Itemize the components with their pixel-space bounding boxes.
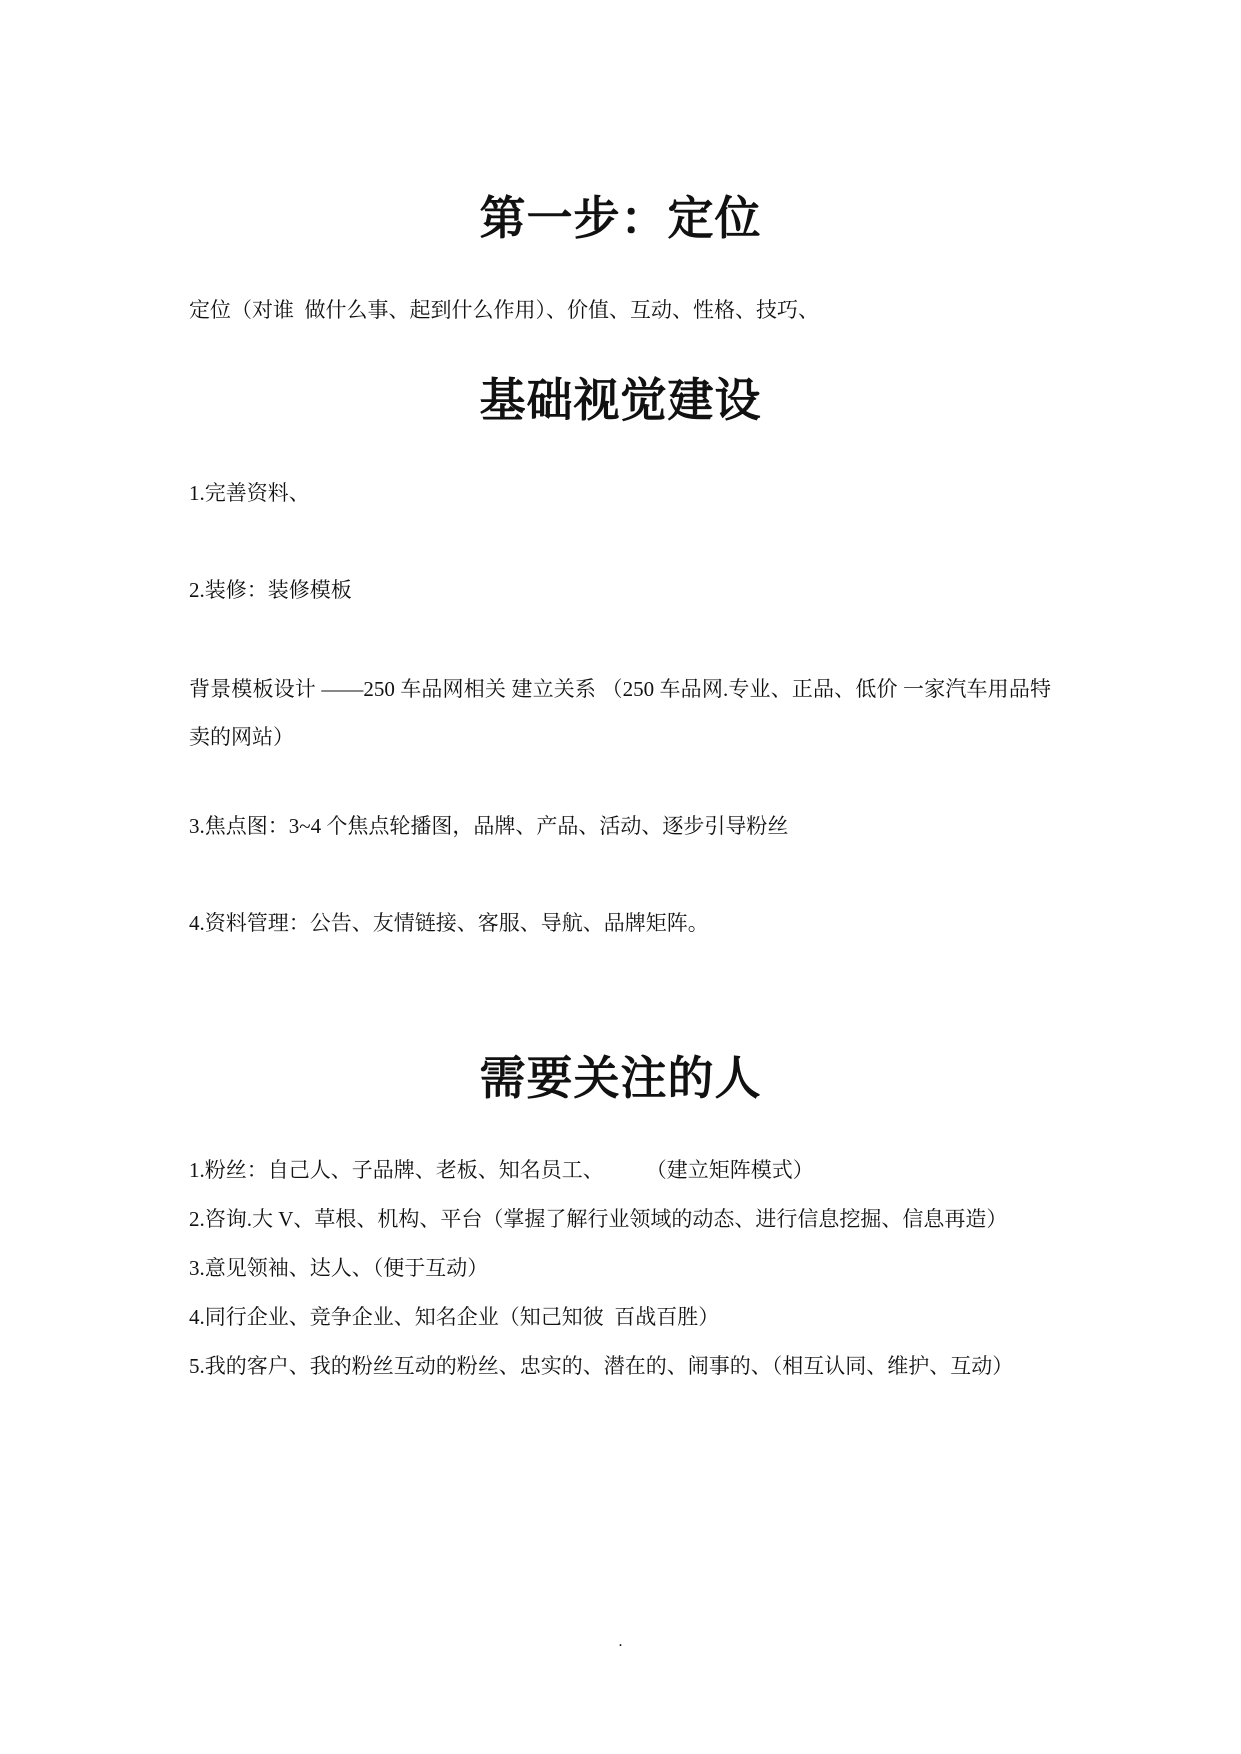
follow-item-5: 5.我的客户、我的粉丝互动的粉丝、忠实的、潜在的、闹事的、（相互认同、维护、互动） bbox=[189, 1354, 1014, 1378]
visual-item-4: 4.资料管理：公告、友情链接、客服、导航、品牌矩阵。 bbox=[189, 911, 709, 935]
visual-background-template: 背景模板设计 ——250 车品网相关 建立关系 （250 车品网.专业、正品、低价 一家汽车用品特卖的网站） bbox=[189, 677, 1051, 749]
follow-item-4: 4.同行企业、竞争企业、知名企业（知己知彼 百战百胜） bbox=[189, 1305, 720, 1329]
visual-item-2: 2.装修：装修模板 bbox=[189, 578, 352, 602]
follow-item-3: 3.意见领袖、达人、（便于互动） bbox=[189, 1256, 489, 1280]
page-footer-mark: . bbox=[618, 1633, 623, 1650]
section-heading-people-to-follow: 需要关注的人 bbox=[479, 1051, 762, 1105]
section-heading-visual-building: 基础视觉建设 bbox=[479, 373, 762, 427]
section-heading-positioning: 第一步：定位 bbox=[479, 191, 762, 245]
follow-item-2: 2.咨询.大 V、草根、机构、平台（掌握了解行业领域的动态、进行信息挖掘、信息再造） bbox=[189, 1207, 1008, 1231]
visual-item-1: 1.完善资料、 bbox=[189, 481, 310, 505]
follow-item-1: 1.粉丝：自己人、子品牌、老板、知名员工、 （建立矩阵模式） bbox=[189, 1158, 814, 1182]
visual-item-3: 3.焦点图：3~4 个焦点轮播图，品牌、产品、活动、逐步引导粉丝 bbox=[189, 814, 789, 838]
positioning-line: 定位（对谁 做什么事、起到什么作用）、价值、互动、性格、技巧、 bbox=[189, 298, 819, 322]
